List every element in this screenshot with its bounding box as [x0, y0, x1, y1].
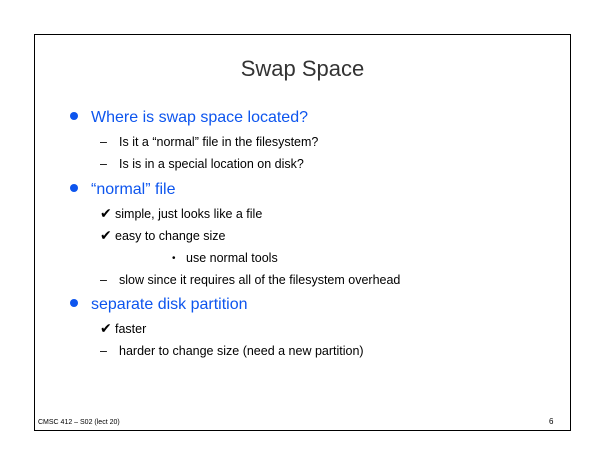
- sub-item-normal-file-question: [100, 133, 318, 151]
- page-number: 6: [549, 417, 554, 426]
- sub-item-simple: [100, 205, 262, 223]
- bullet-normal-file: [70, 180, 175, 200]
- sub-item-faster: [100, 320, 146, 338]
- sub-item-text: faster: [115, 322, 147, 336]
- course-footer: CMSC 412 – S02 (lect 20): [38, 419, 120, 426]
- bullet-swap-location: [70, 108, 308, 128]
- sub-sub-item-normal-tools: [172, 249, 278, 269]
- bullet-text: separate disk partition: [91, 296, 248, 313]
- sub-item-text: easy to change size: [115, 229, 226, 243]
- slide-title: Swap Space: [240, 56, 365, 81]
- sub-item-text: Is is in a special location on disk?: [119, 157, 304, 171]
- dash-marker: –: [100, 135, 107, 149]
- sub-item-easy-to-change: [100, 227, 226, 245]
- sub-item-special-location-question: [100, 155, 304, 173]
- bullet-text: Where is swap space located?: [91, 109, 308, 126]
- bullet-separate-partition: [70, 295, 248, 315]
- checkmark-icon: ✔: [100, 206, 112, 222]
- sub-item-text: simple, just looks like a file: [115, 207, 263, 221]
- small-bullet-icon: •: [172, 253, 176, 264]
- bullet-dot-icon: [70, 112, 78, 120]
- dash-marker: –: [100, 344, 107, 358]
- checkmark-icon: ✔: [100, 228, 112, 244]
- sub-item-text: slow since it requires all of the filesystem overhead: [119, 273, 401, 287]
- dash-marker: –: [100, 273, 107, 287]
- bullet-text: “normal” file: [91, 181, 176, 198]
- sub-item-text: use normal tools: [186, 251, 278, 265]
- bullet-dot-icon: [70, 184, 78, 192]
- checkmark-icon: ✔: [100, 321, 112, 337]
- sub-item-harder-to-change: [100, 342, 364, 360]
- sub-item-text: Is it a “normal” file in the filesystem?: [119, 135, 319, 149]
- dash-marker: –: [100, 157, 107, 171]
- sub-item-slow-overhead: [100, 271, 400, 289]
- sub-item-text: harder to change size (need a new partition): [119, 344, 364, 358]
- bullet-dot-icon: [70, 299, 78, 307]
